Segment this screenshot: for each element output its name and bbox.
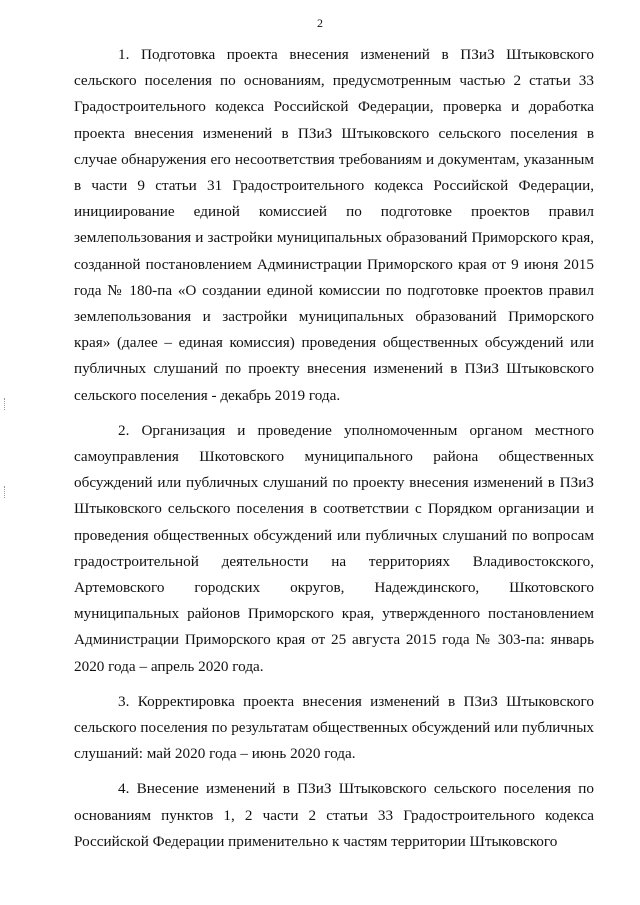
paragraph-1: 1. Подготовка проекта внесения изменений в ПЗиЗ Штыковского сельского поселения по основаниям, предусмотренным частью 2 статьи 33 Градостроительного кодекса Российской Федерации, проверка и доработка проекта внесения изменений в ПЗиЗ Штыковского сельского поселения в случае обнаружения его несоответствия требованиям и документам, указанным в части 9 статьи 31 Градостроительного кодекса Российской Федерации, инициирование единой комиссией по подготовке проектов правил землепользования и застройки муниципальных образований Приморского края, созданной постановлением Администрации Приморского края от 9 июня 2015 года № 180-па «О создании единой комиссии по подготовке проектов правил землепользования и застройки муниципальных образований Приморского края» (далее – единая комиссия) проведения общественных обсуждений или публичных слушаний по проекту внесения изменений в ПЗиЗ Штыковского сельского поселения - декабрь 2019 года. [74,46,594,404]
scan-edge-mark [4,398,7,410]
page-number: 2 [317,16,323,30]
document-body [74,42,594,855]
paragraph-3: 3. Корректировка проекта внесения изменений в ПЗиЗ Штыковского сельского поселения по результатам общественных обсуждений или публичных слушаний: май 2020 года – июнь 2020 года. [74,692,594,763]
paragraph-2: 2. Организация и проведение уполномоченным органом местного самоуправления Шкотовского муниципального района общественных обсуждений или публичных слушаний по проекту внесения изменений в ПЗиЗ Штыковского сельского поселения в соответствии с Порядком организации и проведения общественных обсуждений или публичных слушаний по вопросам градостроительной деятельности на территориях Владивостокского, Артемовского городских округов, Надеждинского, Шкотовского муниципальных районов Приморского края, утвержденного постановлением Администрации Приморского края от 25 августа 2015 года № 303-па: январь 2020 года – апрель 2020 года. [74,421,594,675]
paragraph-4: 4. Внесение изменений в ПЗиЗ Штыковского сельского поселения по основаниям пунктов 1, 2 части 2 статьи 33 Градостроительного кодекса Российской Федерации применительно к частям территории Штыковского [74,780,594,850]
scan-edge-mark [4,486,7,498]
